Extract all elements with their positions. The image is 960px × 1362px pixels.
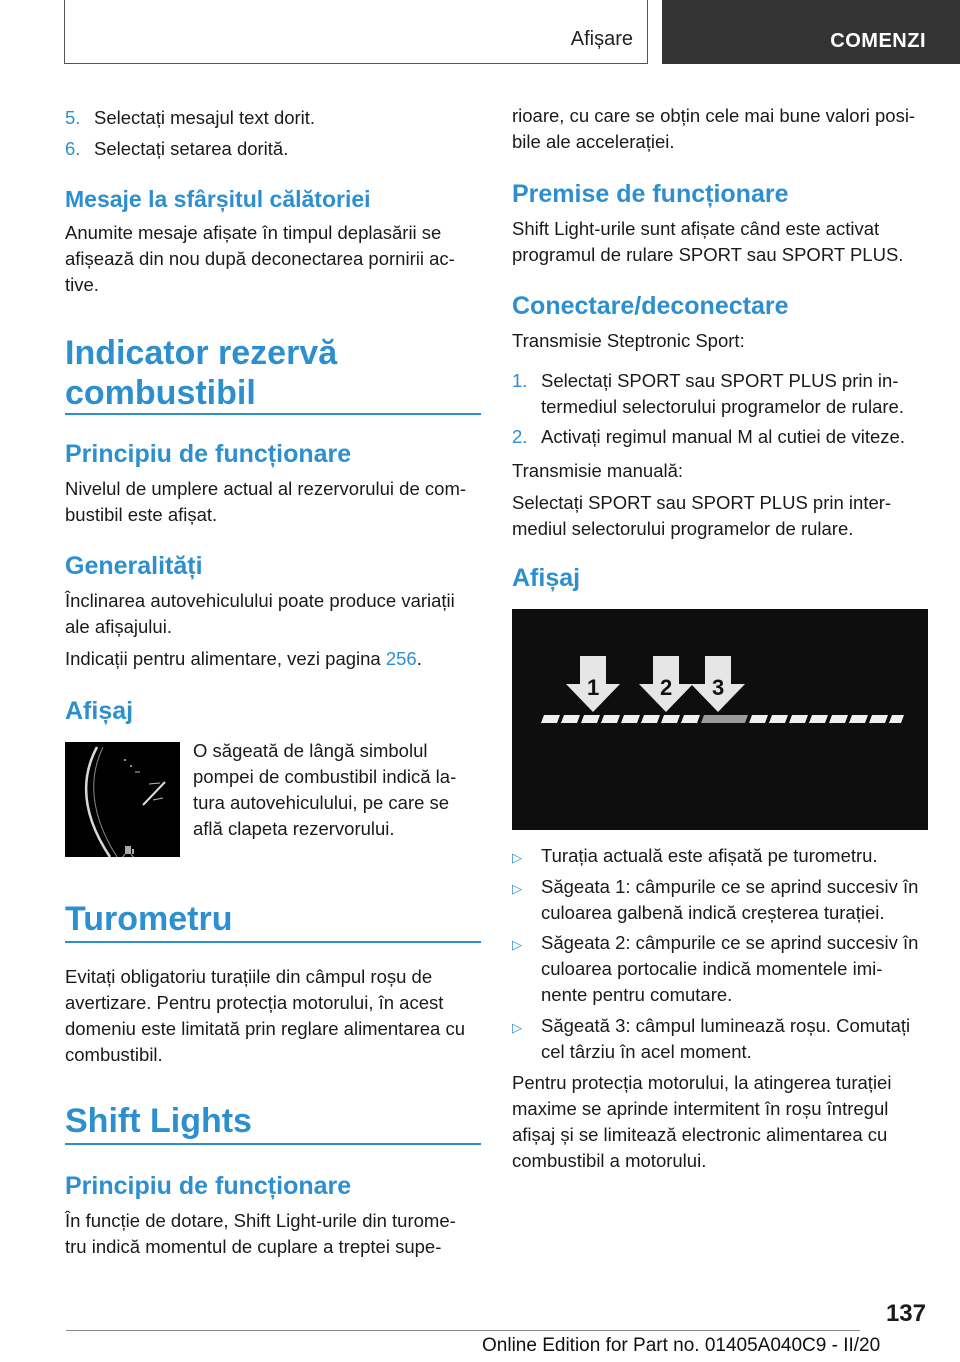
list-text: Selectați mesajul text dorit. xyxy=(94,107,316,128)
heading-principiu: Principiu de funcționare xyxy=(65,440,352,468)
triangle-bullet-icon: ▷ xyxy=(512,937,522,952)
list-text: Turația actuală este afișată pe turometru. xyxy=(541,845,878,866)
heading-rule xyxy=(65,413,481,415)
heading-afisaj-right: Afișaj xyxy=(512,564,581,592)
list-text: termediul selectorului programelor de rulare. xyxy=(541,396,904,417)
heading-generalitati: Generalități xyxy=(65,552,203,580)
header-chapter-tab xyxy=(662,0,960,64)
heading-rule xyxy=(65,941,481,943)
page-link-256[interactable]: 256 xyxy=(385,648,417,669)
page-number: 137 xyxy=(885,1300,926,1327)
paragraph-line: afișaj și se limitează electronic alimentarea cu xyxy=(512,1124,888,1145)
shift-lights-image xyxy=(512,609,928,830)
list-number: 6. xyxy=(65,138,81,159)
paragraph-line: bile ale accelerației. xyxy=(512,131,675,152)
list-item xyxy=(65,136,289,162)
paragraph-line: tru indică momentul de cuplare a treptei supe- xyxy=(65,1236,442,1257)
paragraph-line: află clapeta rezervorului. xyxy=(193,818,395,839)
paragraph-indicatii xyxy=(65,646,485,672)
triangle-bullet-icon: ▷ xyxy=(512,881,522,896)
list-text: Săgeată 3: câmpul luminează roșu. Comutați xyxy=(541,1015,911,1036)
paragraph-line: Pentru protecția motorului, la atingerea turației xyxy=(512,1072,892,1093)
paragraph-line: mediul selectorului programelor de rulare. xyxy=(512,518,854,539)
list-text: cel târziu în acel moment. xyxy=(541,1041,752,1062)
heading-rule xyxy=(65,1143,481,1145)
paragraph-line: bustibil este afișat. xyxy=(65,504,218,525)
list-number: 5. xyxy=(65,107,81,128)
list-number: 1. xyxy=(512,370,528,391)
fuel-gauge-image xyxy=(65,742,180,857)
list-text: Săgeata 2: câmpurile ce se aprind succesiv în xyxy=(541,932,919,953)
paragraph-line: O săgeată de lângă simbolul xyxy=(193,740,428,761)
footer-rule xyxy=(66,1330,860,1331)
heading-afisaj-left: Afișaj xyxy=(65,697,134,725)
footer-edition: Online Edition for Part no. 01405A040C9 - II/20 xyxy=(482,1335,881,1356)
header-section-title: Afișare xyxy=(570,28,633,50)
list-item xyxy=(65,105,316,131)
paragraph-line: avertizare. Pentru protecția motorului, în acest xyxy=(65,992,444,1013)
paragraph-line: Evitați obligatoriu turațiile din câmpul roșu de xyxy=(65,966,433,987)
paragraph-line: Anumite mesaje afișate în timpul deplasării se xyxy=(65,222,442,243)
paragraph-line: Înclinarea autovehiculului poate produce variații xyxy=(65,590,455,611)
list-item xyxy=(512,424,932,450)
heading-indicator-line1: Indicator rezervă xyxy=(65,334,338,372)
paragraph-line: Nivelul de umplere actual al rezervorului de com- xyxy=(65,478,467,499)
paragraph-line: maxime se aprinde intermitent în roșu întregul xyxy=(512,1098,889,1119)
paragraph-line: domeniu este limitată prin reglare alimentarea cu xyxy=(65,1018,466,1039)
paragraph-line: pompei de combustibil indică la- xyxy=(193,766,457,787)
list-text: Selectați SPORT sau SPORT PLUS prin in- xyxy=(541,370,899,391)
paragraph-line: Transmisie manuală: xyxy=(512,460,684,481)
fuel-gauge-icon xyxy=(65,742,180,857)
paragraph-line: combustibil. xyxy=(65,1044,163,1065)
paragraph-line: programul de rulare SPORT sau SPORT PLUS. xyxy=(512,244,904,265)
arrow-label: 3 xyxy=(712,675,725,700)
paragraph-line: tive. xyxy=(65,274,99,295)
paragraph-line: Selectați SPORT sau SPORT PLUS prin inter- xyxy=(512,492,892,513)
triangle-bullet-icon: ▷ xyxy=(512,1020,522,1035)
heading-shift-lights: Shift Lights xyxy=(65,1102,252,1140)
paragraph-line: rioare, cu care se obțin cele mai bune valori posi- xyxy=(512,105,916,126)
paragraph-line: afișează din nou după deconectarea pornirii ac- xyxy=(65,248,455,269)
paragraph-line: ale afișajului. xyxy=(65,616,172,637)
list-text: culoarea galbenă indică creșterea turației. xyxy=(541,902,885,923)
list-text: nente pentru comutare. xyxy=(541,984,733,1005)
paragraph-text: Indicații pentru alimentare, vezi pagina xyxy=(65,648,386,669)
arrow-label: 1 xyxy=(587,675,600,700)
paragraph-line: În funcție de dotare, Shift Light-urile din turome- xyxy=(65,1210,456,1231)
shift-lights-diagram xyxy=(512,609,928,830)
list-text: Selectați setarea dorită. xyxy=(94,138,289,159)
heading-conectare: Conectare/deconectare xyxy=(512,292,789,320)
paragraph-line: combustibil a motorului. xyxy=(512,1150,707,1171)
arrow-label: 2 xyxy=(660,675,673,700)
heading-turometru: Turometru xyxy=(65,900,233,938)
paragraph-line: Shift Light-urile sunt afișate când este activat xyxy=(512,218,880,239)
triangle-bullet-icon: ▷ xyxy=(512,850,522,865)
header-section-box xyxy=(64,0,648,64)
list-item xyxy=(512,368,932,417)
paragraph-line: Transmisie Steptronic Sport: xyxy=(512,330,745,351)
paragraph-text: . xyxy=(416,648,422,669)
paragraph-line: tura autovehiculului, pe care se xyxy=(193,792,450,813)
heading-mesaje: Mesaje la sfârșitul călătoriei xyxy=(65,186,371,212)
heading-premise: Premise de funcționare xyxy=(512,180,789,208)
list-text: Săgeata 1: câmpurile ce se aprind succesiv în xyxy=(541,876,919,897)
list-number: 2. xyxy=(512,426,528,447)
list-text: culoarea portocalie indică momentele imi- xyxy=(541,958,883,979)
heading-indicator-line2: combustibil xyxy=(65,374,256,412)
heading-principiu-2: Principiu de funcționare xyxy=(65,1172,352,1200)
list-text: Activați regimul manual M al cutiei de viteze. xyxy=(541,426,905,447)
header-chapter-title: COMENZI xyxy=(830,30,926,52)
